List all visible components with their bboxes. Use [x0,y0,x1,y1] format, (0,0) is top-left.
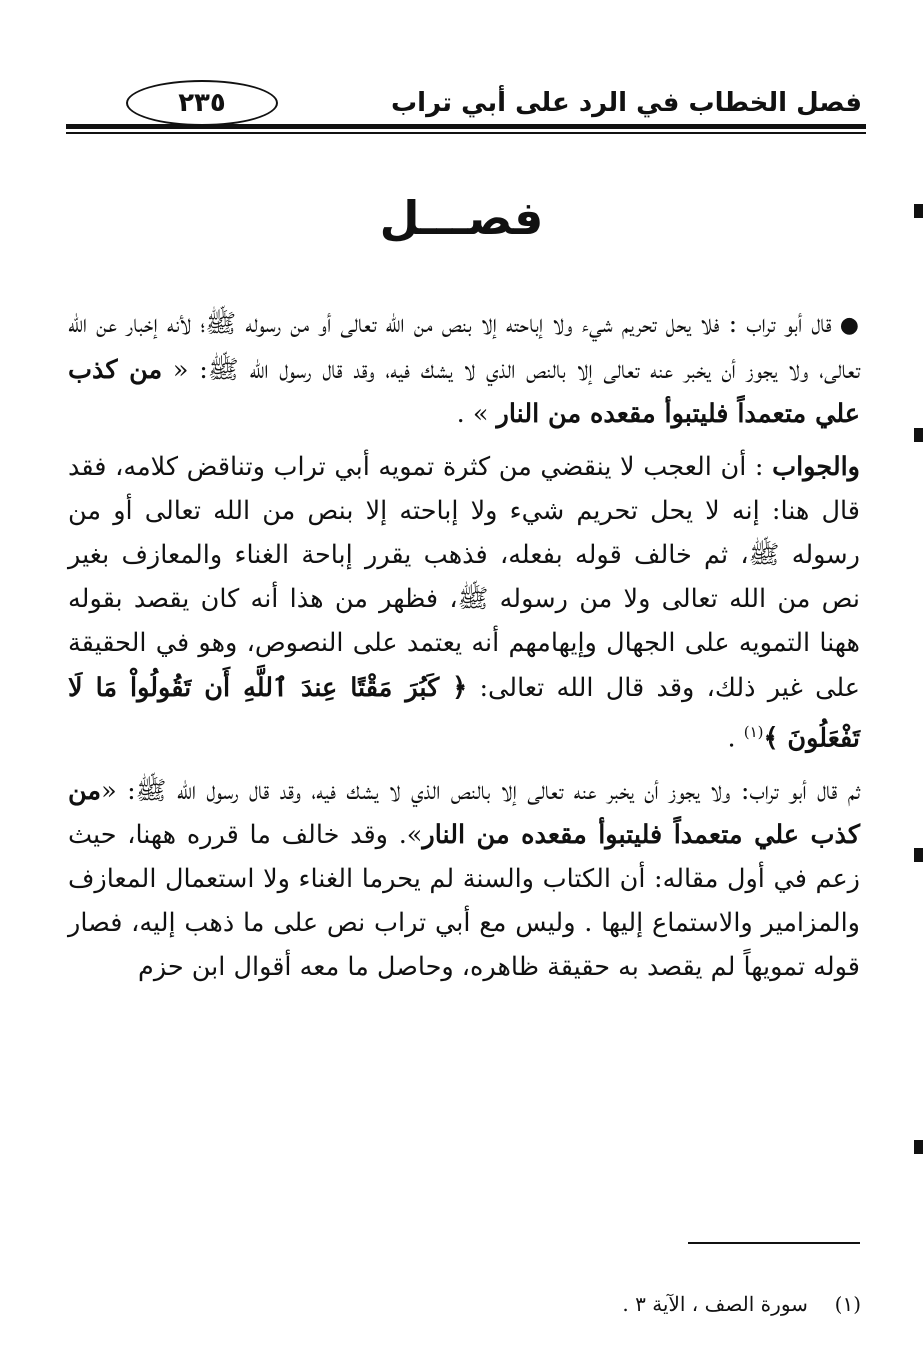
hadith-quote-2: من كذب علي متعمداً فليتبوأ مقعده من النار [68,775,861,850]
header-title: فصل الخطاب في الرد على أبي تراب [391,88,862,118]
margin-mark [914,428,923,442]
running-header [66,80,866,134]
header-rule-thin [66,132,866,134]
footnote-divider [688,1242,860,1244]
footnote-text: سورة الصف ، الآية ٣ . [622,1292,808,1316]
paragraph-3-text: ثم قال أبو تراب: ولا يجوز أن يخبر عنه تعالى إلا بالنص الذي لا يشك فيه، وقد قال رسول الله ﷺ: « [101,775,860,806]
margin-mark [914,848,923,862]
body-text [68,302,860,990]
quran-verse: ﴿ كَبُرَ مَقْتًا عِندَ ٱللَّهِ أَن تَقُولُواْ مَا لَا تَفْعَلُونَ ﴾ [68,672,860,754]
paragraph-3-end: ». وقد خالف ما قرره ههنا، حيث زعم في أول مقاله: أن الكتاب والسنة لم يحرما الغناء ولا استعمال المعازف والمزامير والاستماع إليها . وليس مع أبي تراب نص على ما ذهب إليه، فصار قوله تمويهاً لم يقصد به حقيقة ظاهره، وحاصل ما معه أقوال ابن حزم [68,819,860,983]
section-heading: فصـــل [379,191,544,245]
footnote-reference: (١) [743,722,764,741]
footnote-number: (١) [834,1292,861,1316]
page-number-oval [126,80,278,126]
margin-mark [914,1140,923,1154]
margin-mark [914,204,923,218]
footnote [622,1290,861,1318]
paragraph-1-end: » . [456,399,497,430]
paragraph-2-end: . [727,723,744,754]
bullet-icon: ● [839,313,860,338]
page-number: ٢٣٥ [178,88,226,118]
paragraph-3 [68,769,860,990]
paragraph-2-text: : أن العجب لا ينقضي من كثرة تمويه أبي تراب وتناقض كلامه، فقد قال هنا: إنه لا يحل تحريم شيء ولا إباحته إلا بنص من الله تعالى أو من رسوله ﷺ، ثم خالف قوله بفعله، فذهب يقرر إباحة الغناء والمعازف بغير نص من الله تعالى ولا من رسوله ﷺ، فظهر من هذا أنه كان يقصد بقوله ههنا التمويه على الجهال وإيهامهم أنه يعتمد على النصوص، وهو في الحقيقة على غير ذلك، وقد قال الله تعالى: [68,451,860,703]
hadith-quote: من كذب علي متعمداً فليتبوأ مقعده من النار [68,355,860,430]
paragraph-2 [68,445,860,761]
paragraph-1-text: قال أبو تراب : فلا يحل تحريم شيء ولا إباحته إلا بنص من الله تعالى أو من رسوله ﷺ؛ لأنه إخبار عن الله تعالى، ولا يجوز أن يخبر عنه تعالى إلا بالنص الذي لا يشك فيه، وقد قال رسول الله ﷺ: « [68,309,861,386]
answer-lead: والجواب [772,451,860,482]
paragraph-1 [68,302,860,437]
